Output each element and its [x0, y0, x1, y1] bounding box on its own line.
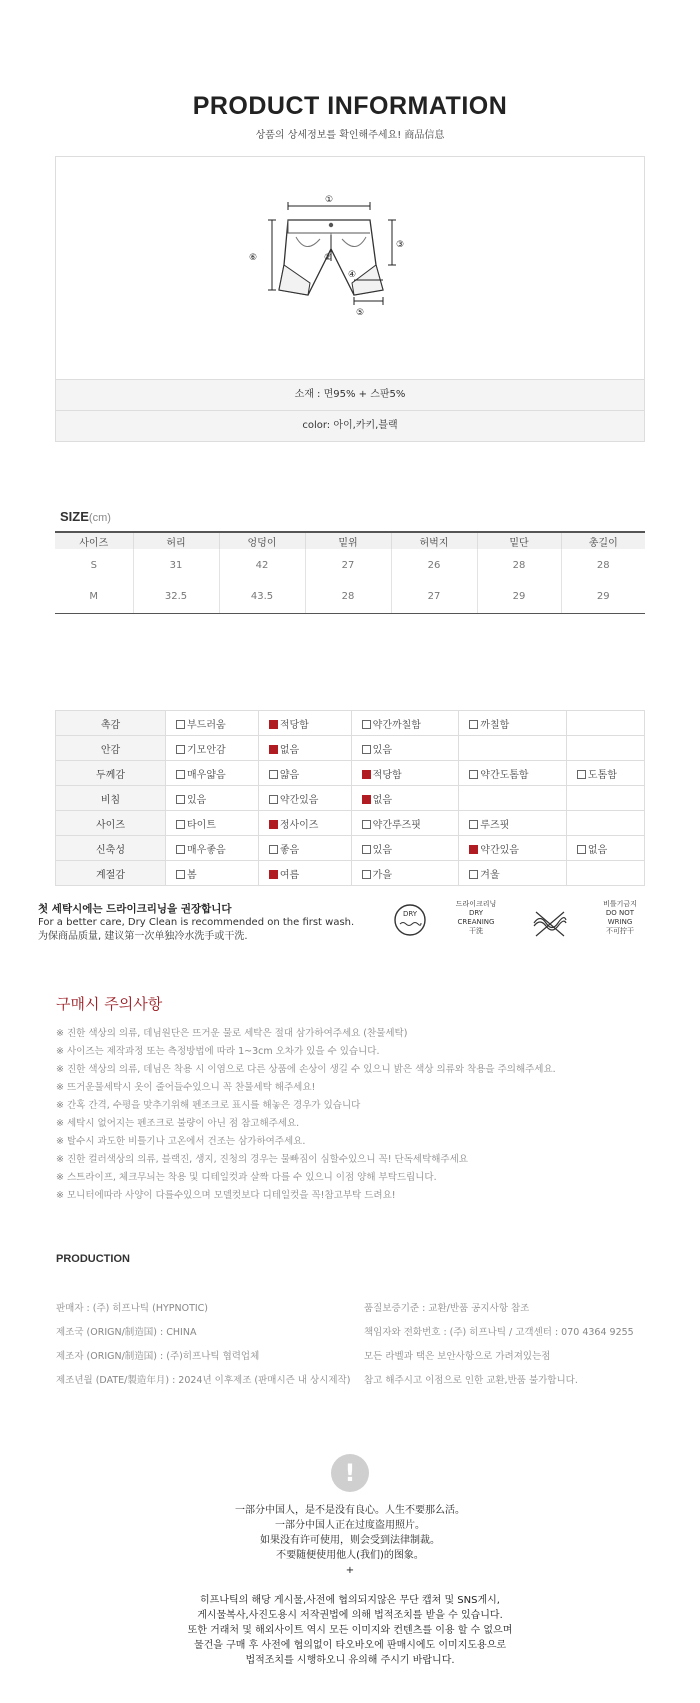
- size-cell: 27: [391, 581, 477, 613]
- feel-option-cell: [166, 861, 259, 886]
- feel-option-label: 약간도톰함: [480, 769, 529, 781]
- marker-1: ①: [324, 195, 334, 205]
- list-item: ※ 뜨거운물세탁시 옷이 줄어들수있으니 꼭 찬물세탁 해주세요!: [56, 1082, 316, 1093]
- unchecked-box-icon: [469, 820, 478, 829]
- feel-row-label: 계절감: [56, 861, 166, 886]
- marker-3: ③: [395, 240, 405, 250]
- wash-guide: [38, 902, 354, 944]
- feel-option-cell: [566, 811, 644, 836]
- production-info-left: [56, 1297, 350, 1393]
- size-cell: 28: [477, 549, 561, 581]
- feel-option-label: 매우얇음: [187, 769, 226, 781]
- unchecked-box-icon: [176, 720, 185, 729]
- feel-option-cell: [166, 736, 259, 761]
- marker-4: ④: [347, 270, 357, 280]
- feel-row-label: 신축성: [56, 836, 166, 861]
- feel-option-label: 없음: [279, 744, 300, 756]
- copyright-notice-chinese: 一部分中国人，是不是没有良心。人生不要那么活。 一部分中国人正在过度盗用照片。 如果没有许可使用，则会受到法律制裁。 不要随便使用他人(我们)的图象。 +: [235, 1505, 465, 1576]
- feel-option-label: 여름: [279, 869, 300, 881]
- feel-option-cell: [566, 711, 644, 736]
- page-subtitle: 상품의 상세정보를 확인해주세요! 商品信息: [255, 130, 445, 141]
- feel-option-cell: [566, 861, 644, 886]
- feel-option-label: 있음: [372, 844, 392, 856]
- unchecked-box-icon: [362, 870, 371, 879]
- unchecked-box-icon: [469, 770, 478, 779]
- feel-row: [56, 836, 645, 861]
- size-header-cell: 엉덩이: [219, 532, 305, 549]
- size-unit: (cm): [88, 512, 111, 524]
- feel-option-label: 적당함: [279, 719, 309, 731]
- feel-option-cell: [351, 861, 459, 886]
- list-item: ※ 모니터에따라 사양이 다를수있으며 모델컷보다 디테일컷을 꼭!참고부탁 드려요!: [56, 1190, 396, 1201]
- list-item: 모든 라벨과 택은 보안사항으로 가려져있는점: [364, 1351, 551, 1362]
- list-item: ※ 진한 색상의 의류, 데님은 착용 시 이염으로 다른 상품에 손상이 생길 수 있으니 밝은 색상 의류와 착용을 주의해주세요.: [56, 1064, 556, 1075]
- feel-row-label: 두께감: [56, 761, 166, 786]
- feel-option-cell: [166, 836, 259, 861]
- list-item: ※ 세탁시 없어지는 펜조크로 불량이 아닌 점 참고해주세요.: [56, 1118, 300, 1129]
- feel-row: [56, 711, 645, 736]
- checked-box-icon: [269, 820, 278, 829]
- feel-row: [56, 861, 645, 886]
- size-header-cell: 허리: [133, 532, 219, 549]
- size-header-row: [55, 532, 645, 549]
- production-info-right: [364, 1297, 634, 1393]
- size-header-cell: 사이즈: [55, 532, 133, 549]
- dry-clean-icon: [390, 902, 430, 938]
- list-item: ※ 간혹 간격, 수평을 맞추기위해 펜조크로 표시를 해놓은 경우가 있습니다: [56, 1100, 361, 1111]
- feel-option-cell: [566, 786, 644, 811]
- shorts-illustration: [56, 157, 646, 380]
- feel-option-cell: [351, 836, 459, 861]
- feel-option-label: 좋음: [279, 844, 300, 856]
- unchecked-box-icon: [176, 820, 185, 829]
- feel-option-label: 약간루즈핏: [372, 819, 421, 831]
- feel-option-label: 없음: [587, 844, 608, 856]
- feel-option-label: 가을: [372, 869, 392, 881]
- feel-option-cell: [459, 811, 567, 836]
- size-cell: S: [55, 549, 133, 581]
- wash-english: For a better care, Dry Clean is recommended on the first wash.: [38, 917, 355, 928]
- feel-option-cell: [459, 861, 567, 886]
- marker-5: ⑤: [355, 308, 365, 318]
- wash-chinese: 为保商品质量, 建议第一次单独冷水洗手或干洗.: [38, 931, 248, 942]
- unchecked-box-icon: [577, 845, 586, 854]
- do-not-wring-label: 비틀기금지 DO NOT WRING 不可拧干: [603, 900, 637, 935]
- unchecked-box-icon: [362, 720, 371, 729]
- color-row: color: 아이,카키,블랙: [55, 410, 645, 442]
- feel-row: [56, 811, 645, 836]
- feel-option-cell: [258, 861, 351, 886]
- copyright-notice-korean: 히프나틱의 해당 게시물,사전에 협의되지않은 무단 캡쳐 및 SNS게시, 게시물복사,사진도용시 저작권법에 의해 법적조치를 받을 수 있습니다. 또한 거래처 및 해외사이트 역시 모든 이미지와 컨텐츠를 이용 할 수 없으며 물건을 구매 후 사전에 협의없이 타오바오에 판매시에도 이미지도용으로 법적조치를 시행하오니 유의해 주시기 바랍니다.: [187, 1595, 513, 1666]
- feel-option-cell: [351, 736, 459, 761]
- unchecked-box-icon: [469, 870, 478, 879]
- size-cell: 42: [219, 549, 305, 581]
- feel-option-cell: [459, 786, 567, 811]
- feel-option-label: 있음: [372, 744, 392, 756]
- unchecked-box-icon: [176, 770, 185, 779]
- size-table: [55, 531, 645, 614]
- checked-box-icon: [269, 720, 278, 729]
- list-item: ※ 사이즈는 제작과정 또는 측정방법에 따라 1~3cm 오차가 있을 수 있습니다.: [56, 1046, 380, 1057]
- list-item: 판매자 : (주) 히프나틱 (HYPNOTIC): [56, 1303, 209, 1314]
- feel-option-label: 얇음: [279, 769, 300, 781]
- feel-option-cell: [258, 836, 351, 861]
- feel-option-cell: [166, 786, 259, 811]
- feel-row-label: 사이즈: [56, 811, 166, 836]
- list-item: 책임자와 전화번호 : (주) 히프나틱 / 고객센터 : 070 4364 9255: [364, 1327, 634, 1338]
- feel-option-cell: [166, 761, 259, 786]
- size-diagram: [55, 156, 645, 379]
- feel-option-cell: [459, 736, 567, 761]
- material-row: 소재 : 면95% + 스판5%: [55, 379, 645, 411]
- checked-box-icon: [362, 770, 371, 779]
- feel-option-cell: [258, 786, 351, 811]
- feel-option-label: 기모안감: [187, 744, 226, 756]
- feel-option-label: 약간까칠함: [372, 719, 421, 731]
- checked-box-icon: [269, 870, 278, 879]
- size-cell: 31: [133, 549, 219, 581]
- feel-option-cell: [459, 836, 567, 861]
- feel-option-label: 겨울: [480, 869, 500, 881]
- list-item: ※ 탈수시 과도한 비틀기나 고온에서 건조는 삼가하여주세요.: [56, 1136, 306, 1147]
- feel-option-label: 타이트: [187, 819, 216, 831]
- feel-row: [56, 736, 645, 761]
- unchecked-box-icon: [269, 795, 278, 804]
- size-cell: 29: [477, 581, 561, 613]
- feel-option-cell: [459, 761, 567, 786]
- size-cell: M: [55, 581, 133, 613]
- feel-option-label: 도톰함: [587, 769, 617, 781]
- feel-option-cell: [166, 711, 259, 736]
- feel-option-label: 루즈핏: [480, 819, 510, 831]
- list-item: 참고 해주시고 이점으로 인한 교환,반품 불가합니다.: [364, 1375, 578, 1386]
- size-cell: 26: [391, 549, 477, 581]
- feel-option-cell: [566, 761, 644, 786]
- feel-row-label: 안감: [56, 736, 166, 761]
- do-not-wring-icon: [530, 908, 570, 938]
- feel-option-cell: [351, 786, 459, 811]
- exclamation-icon: !: [331, 1454, 369, 1492]
- feel-option-cell: [351, 761, 459, 786]
- feel-row: [56, 786, 645, 811]
- checked-box-icon: [469, 845, 478, 854]
- caution-title: 구매시 주의사항: [56, 995, 163, 1013]
- size-header-cell: 밑위: [305, 532, 391, 549]
- checked-box-icon: [362, 795, 371, 804]
- checked-box-icon: [269, 745, 278, 754]
- feel-option-cell: [258, 761, 351, 786]
- size-cell: 43.5: [219, 581, 305, 613]
- marker-6: ⑥: [248, 253, 258, 263]
- dry-cleaning-label: 드라이크리닝 DRY CREANING 干洗: [455, 900, 497, 935]
- unchecked-box-icon: [176, 795, 185, 804]
- feel-option-label: 적당함: [372, 769, 402, 781]
- list-item: 제조년월 (DATE/製造年月) : 2024년 이후제조 (판매시즌 내 상시제작): [56, 1375, 351, 1386]
- feel-option-label: 약간있음: [480, 844, 519, 856]
- production-title: PRODUCTION: [56, 1253, 130, 1265]
- list-item: 제조국 (ORIGN/制造国) : CHINA: [56, 1327, 197, 1338]
- unchecked-box-icon: [176, 870, 185, 879]
- unchecked-box-icon: [577, 770, 586, 779]
- size-header-cell: 총길이: [561, 532, 645, 549]
- feel-option-cell: [351, 711, 459, 736]
- caution-list: [56, 1025, 556, 1205]
- feel-option-label: 약간있음: [279, 794, 319, 806]
- size-title: SIZE(cm): [60, 509, 111, 524]
- size-cell: 27: [305, 549, 391, 581]
- unchecked-box-icon: [469, 720, 478, 729]
- feel-option-cell: [166, 811, 259, 836]
- feel-option-cell: [258, 711, 351, 736]
- wash-korean: 첫 세탁시에는 드라이크리닝을 권장합니다: [38, 903, 232, 915]
- table-row: [55, 581, 645, 613]
- size-cell: 32.5: [133, 581, 219, 613]
- feel-option-label: 까칠함: [480, 719, 510, 731]
- size-header-cell: 밑단: [477, 532, 561, 549]
- feel-row-label: 비침: [56, 786, 166, 811]
- unchecked-box-icon: [362, 845, 371, 854]
- feel-option-cell: [258, 811, 351, 836]
- size-cell: 29: [561, 581, 645, 613]
- feel-option-label: 봄: [187, 869, 197, 881]
- table-row: [55, 549, 645, 581]
- size-header-cell: 허벅지: [391, 532, 477, 549]
- feel-option-label: 정사이즈: [279, 819, 319, 831]
- unchecked-box-icon: [362, 820, 371, 829]
- unchecked-box-icon: [176, 745, 185, 754]
- feel-option-label: 없음: [372, 794, 392, 806]
- list-item: ※ 진한 색상의 의류, 데님원단은 뜨거운 물로 세탁은 절대 삼가하여주세요 (찬물세탁): [56, 1028, 408, 1039]
- feel-option-label: 매우좋음: [187, 844, 226, 856]
- feel-row: [56, 761, 645, 786]
- size-cell: 28: [305, 581, 391, 613]
- feel-option-cell: [351, 811, 459, 836]
- list-item: 제조자 (ORIGN/制造国) : (주)히프나틱 협력업체: [56, 1351, 260, 1362]
- feel-option-cell: [566, 736, 644, 761]
- fabric-feel-table: [55, 710, 645, 886]
- list-item: ※ 진한 컬러색상의 의류, 블랙진, 생지, 진청의 경우는 물빠짐이 심할수있으니 꼭! 단독세탁해주세요: [56, 1154, 468, 1165]
- list-item: ※ 스트라이프, 체크무늬는 착용 및 디테일컷과 살짝 다를 수 있으니 이점 양해 부탁드립니다.: [56, 1172, 437, 1183]
- marker-2: ②: [323, 253, 333, 263]
- size-cell: 28: [596, 559, 610, 571]
- feel-option-label: 부드러움: [187, 719, 226, 731]
- page-title: PRODUCT INFORMATION: [192, 92, 508, 120]
- feel-row-label: 촉감: [56, 711, 166, 736]
- feel-option-cell: [566, 836, 644, 861]
- dry-clean-icon-text: DRY: [402, 910, 418, 918]
- unchecked-box-icon: [176, 845, 185, 854]
- list-item: 품질보증기준 : 교환/반품 공지사항 참조: [364, 1303, 530, 1314]
- unchecked-box-icon: [362, 745, 371, 754]
- feel-option-cell: [459, 711, 567, 736]
- wash-icons: [390, 900, 650, 946]
- feel-option-cell: [258, 736, 351, 761]
- unchecked-box-icon: [269, 845, 278, 854]
- feel-option-label: 있음: [187, 794, 207, 806]
- unchecked-box-icon: [269, 770, 278, 779]
